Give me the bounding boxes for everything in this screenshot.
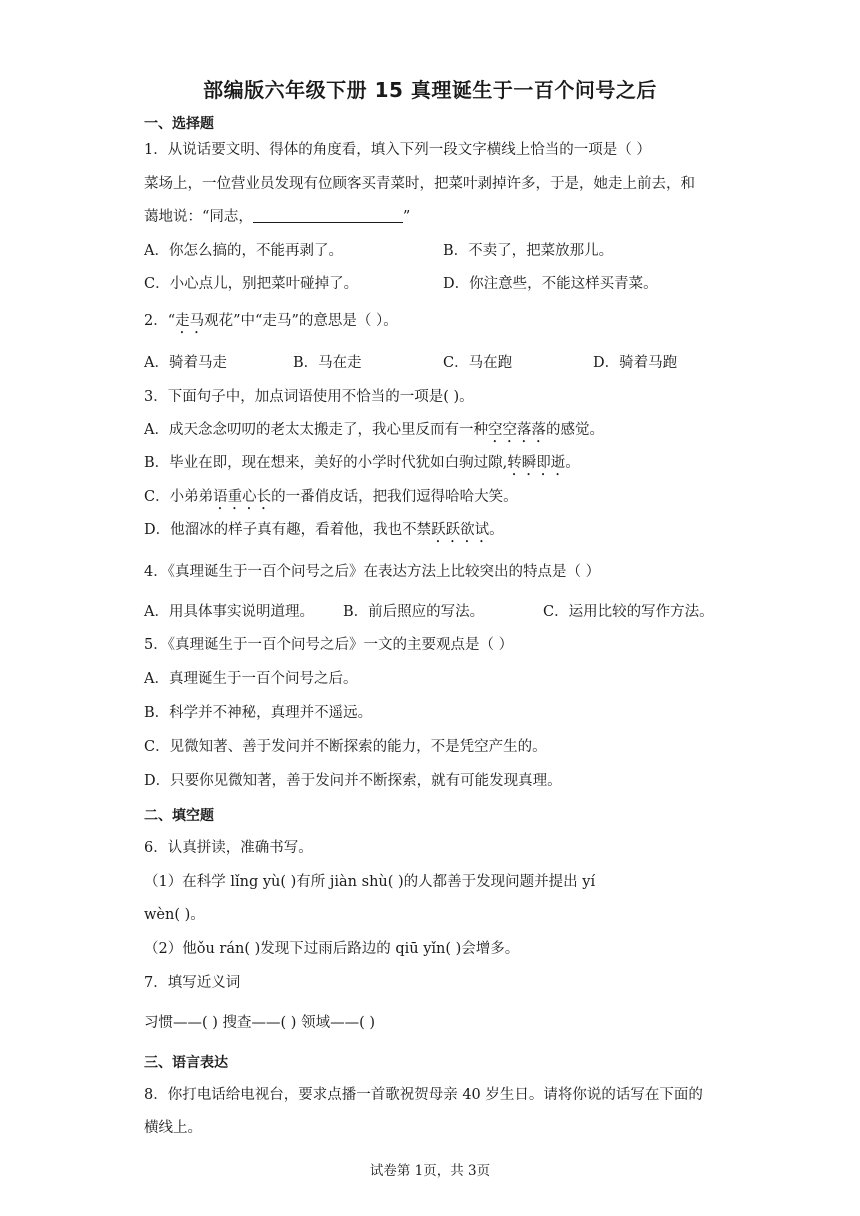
q2-stem-rest: 观花”中“走马”的意思是（ ）。 [204,313,398,329]
section-heading-fill: 二、填空题 [144,808,214,824]
q8-stem-line1: 8．你打电话给电视台，要求点播一首歌祝贺母亲 40 岁生日。请将你说的话写在下面的 [144,1087,703,1103]
q3-a-text: A．成天念念叨叨的老太太搬走了，我心里反而有一种 [144,422,488,438]
q3-option-b[interactable] [144,453,580,479]
q4-option-b[interactable]: B．前后照应的写法。 [343,604,485,620]
q3-b-text: B．毕业在即，现在想来，美好的小学时代犹如白驹过隙, [144,455,508,471]
q5-stem: 5．《真理诞生于一百个问号之后》一文的主要观点是（ ） [144,637,514,653]
q5-option-d[interactable]: D．只要你见微知著，善于发问并不断探索，就有可能发现真理。 [144,773,562,789]
q5-option-a[interactable]: A．真理诞生于一百个问号之后。 [144,671,358,687]
q3-d-text-end: 。 [489,522,504,538]
q2-option-c[interactable]: C．马在跑 [443,355,513,371]
q3-a-dotted-word: 空空落落 [487,422,546,438]
q2-option-b[interactable]: B．马在走 [293,355,362,371]
q1-stem: 1．从说话要文明、得体的角度看，填入下列一段文字横线上恰当的一项是（ ） [144,142,651,158]
q1-passage-line2 [144,207,410,227]
q4-option-a[interactable]: A．用具体事实说明道理。 [144,604,314,620]
q1-passage-line1: 菜场上，一位营业员发现有位顾客买青菜时，把菜叶剥掉许多，于是，她走上前去，和 [144,176,695,192]
q3-c-text: C．小弟弟 [144,489,214,505]
q1-option-d[interactable]: D．你注意些，不能这样买青菜。 [443,276,658,292]
q3-option-c[interactable] [144,487,518,513]
page-title: 部编版六年级下册 15 真理诞生于一百个问号之后 [203,78,657,102]
q2-stem-prefix: 2．“ [144,313,176,329]
q4-stem: 4．《真理诞生于一百个问号之后》在表达方法上比较突出的特点是（ ） [144,564,601,580]
q3-b-dotted-word: 转瞬即逝 [507,455,566,471]
q6-part1-line2: wèn( )。 [144,907,205,923]
section-heading-choice: 一、选择题 [144,116,214,132]
q2-option-d[interactable]: D．骑着马跑 [593,355,678,371]
q6-part1-line1: （1）在科学 lǐng yù( )有所 jiàn shù( )的人都善于发现问题并提出 yí [144,874,596,890]
q5-option-b[interactable]: B．科学并不神秘，真理并不遥远。 [144,705,373,721]
q6-part2: （2）他ǒu rán( )发现下过雨后路边的 qiū yǐn( )会增多。 [144,941,520,957]
q3-c-dotted-word: 语重心长 [213,489,272,505]
q6-stem: 6．认真拼读，准确书写。 [144,840,313,856]
q4-option-c[interactable]: C．运用比较的写作方法。 [543,604,714,620]
q3-c-text-end: 的一番俏皮话，把我们逗得哈哈大笑。 [271,489,518,505]
q1-passage-close-quote: ” [402,209,411,225]
q3-b-text-end: 。 [565,455,580,471]
q3-option-a[interactable] [144,420,604,446]
q1-option-b[interactable]: B．不卖了，把菜放那儿。 [443,243,614,259]
q3-stem: 3．下面句子中，加点词语使用不恰当的一项是( )。 [144,389,474,405]
q7-items: 习惯——( ) 搜查——( ) 领域——( ) [144,1015,375,1031]
q3-d-dotted-word: 跃跃欲试 [431,522,490,538]
q7-stem: 7．填写近义词 [144,975,241,991]
q1-answer-blank[interactable] [253,208,403,223]
q1-option-a[interactable]: A．你怎么搞的，不能再剥了。 [144,243,343,259]
q2-option-a[interactable]: A．骑着马走 [144,355,227,371]
q5-option-c[interactable]: C．见微知著、善于发问并不断探索的能力，不是凭空产生的。 [144,739,547,755]
page-footer: 试卷第 1页，共 3页 [369,1163,491,1179]
section-heading-expression: 三、语言表达 [144,1055,228,1071]
q1-passage-text: 蔼地说：“同志， [144,209,253,225]
q2-dotted-word: 走马 [175,313,205,329]
q1-option-c[interactable]: C．小心点儿，别把菜叶碰掉了。 [144,276,359,292]
q2-stem [144,311,398,337]
q3-a-text-end: 的感觉。 [545,422,604,438]
q3-option-d[interactable] [144,520,504,546]
q8-stem-line2: 横线上。 [144,1120,202,1136]
q3-d-text: D．他溜冰的样子真有趣，看着他，我也不禁 [144,522,432,538]
